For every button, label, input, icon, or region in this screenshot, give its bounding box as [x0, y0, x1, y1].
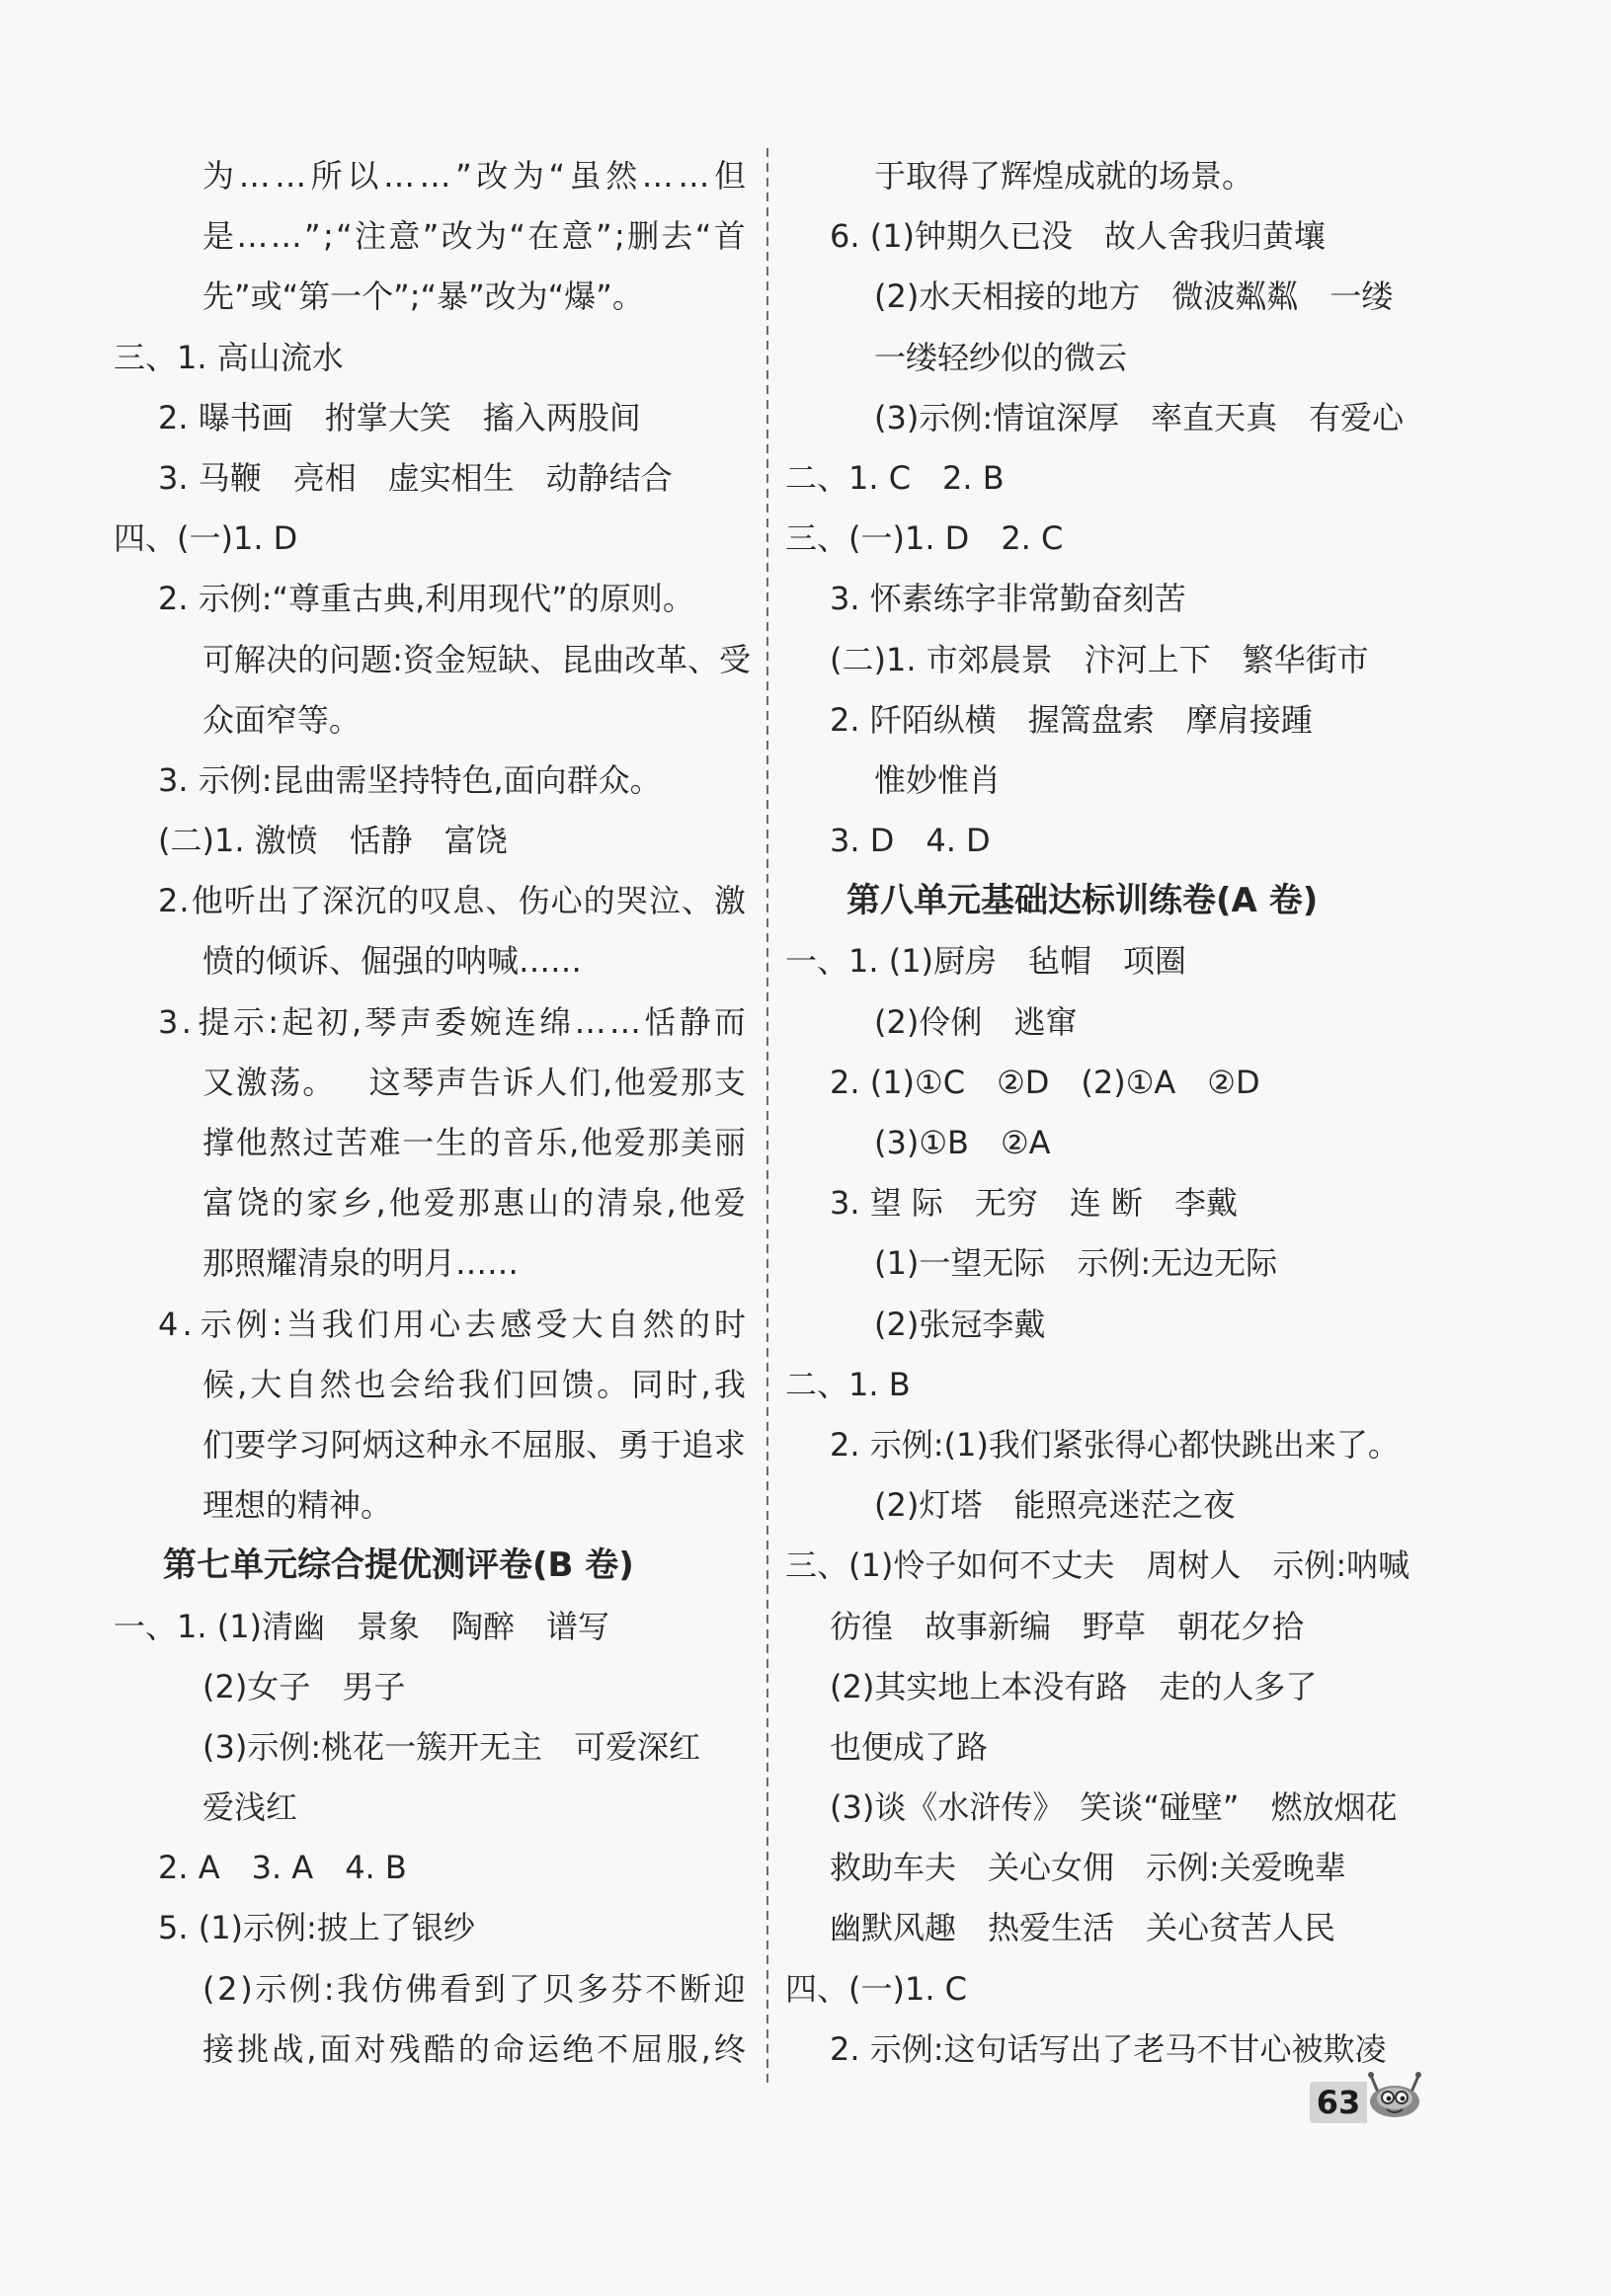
answer-line: 2. (1)①C ②D (2)①A ②D	[830, 1063, 1260, 1101]
answer-line: 四、(一)1. D	[114, 519, 298, 558]
answer-line: (2)伶俐 逃窜	[874, 1002, 1078, 1041]
answer-line: 三、(一)1. D 2. C	[785, 519, 1064, 558]
answer-line: 众面窄等。	[202, 700, 362, 739]
answer-line: 三、(1)怜子如何不丈夫 周树人 示例:呐喊	[785, 1546, 1410, 1585]
answer-line: 彷徨 故事新编 野草 朝花夕拾	[830, 1607, 1305, 1645]
answer-line: 一、1. (1)清幽 景象 陶醉 谱写	[114, 1607, 610, 1645]
answer-line: 们 要 学 习 阿 炳 这 种 永 不 屈 服 、 勇 于 追 求	[202, 1425, 746, 1464]
answer-line: (2)其实地上本没有路 走的人多了	[830, 1667, 1318, 1705]
answer-line: 于取得了辉煌成就的场景。	[874, 157, 1254, 195]
column-divider	[766, 148, 768, 2084]
answer-line: (1)一望无际 示例:无边无际	[874, 1244, 1278, 1283]
answer-line: 那照耀清泉的明月……	[202, 1244, 520, 1283]
answer-line: 3 . 提 示 : 起 初 , 琴 声 委 婉 连 绵 … … 恬 静 而	[158, 1002, 746, 1041]
answer-line: 2 . 他 听 出 了 深 沉 的 叹 息 、 伤 心 的 哭 泣 、 激	[158, 882, 746, 920]
answer-line: 3. 望 际 无穷 连 断 李戴	[830, 1184, 1239, 1223]
answer-line: 2. 示例:(1)我们紧张得心都快跳出来了。	[830, 1425, 1400, 1464]
answer-line: 理想的精神。	[202, 1486, 393, 1525]
answer-line: 幽默风趣 热爱生活 关心贫苦人民	[830, 1909, 1336, 1947]
answer-line: 惟妙惟肖	[874, 760, 1002, 799]
answer-line: 为 … … 所 以 … … ” 改 为 “ 虽 然 … … 但	[202, 157, 746, 195]
answer-line: 3. 马鞭 亮相 虚实相生 动静结合	[158, 458, 673, 497]
answer-line: 候 , 大 自 然 也 会 给 我 们 回 馈 。 同 时 , 我	[202, 1365, 746, 1403]
answer-line: 可 解 决 的 问 题 : 资 金 短 缺 、 昆 曲 改 革 、 受	[202, 640, 752, 678]
answer-line: (二)1. 市郊晨景 汴河上下 繁华街市	[830, 640, 1369, 678]
answer-line: 爱浅红	[202, 1788, 298, 1827]
answer-line: (2)灯塔 能照亮迷茫之夜	[874, 1486, 1236, 1525]
answer-line: 救助车夫 关心女佣 示例:关爱晚辈	[830, 1849, 1346, 1887]
answer-line: (2)水天相接的地方 微波粼粼 一缕	[874, 277, 1394, 316]
answer-line: (2)张冠李戴	[874, 1305, 1046, 1343]
answer-line: (3)示例:桃花一簇开无主 可爱深红	[202, 1727, 701, 1766]
answer-line: 一、1. (1)厨房 毡帽 项圈	[785, 942, 1187, 981]
answer-line: 四、(一)1. C	[785, 1969, 968, 2008]
answer-line: 6. (1)钟期久已没 故人舍我归黄壤	[830, 217, 1327, 256]
mascot-icon	[1363, 2068, 1426, 2123]
answer-line: (3)谈《水浒传》 笑谈“碰壁” 燃放烟花	[830, 1788, 1398, 1827]
answer-line: 二、1. B	[785, 1365, 911, 1403]
section-heading: 第七单元综合提优测评卷(B 卷)	[163, 1545, 634, 1586]
answer-line: 2. 曝书画 拊掌大笑 搐入两股间	[158, 398, 641, 436]
answer-line: 又 激 荡 。 这 琴 声 告 诉 人 们 , 他 爱 那 支	[202, 1063, 746, 1101]
answer-line: 富 饶 的 家 乡 , 他 爱 那 惠 山 的 清 泉 , 他 爱	[202, 1184, 746, 1223]
answer-line: 也便成了路	[830, 1727, 989, 1766]
answer-line: 3. 怀素练字非常勤奋刻苦	[830, 580, 1186, 618]
page-number: 63	[1310, 2082, 1367, 2123]
answer-line: 2. 示例:这句话写出了老马不甘心被欺凌	[830, 2029, 1387, 2068]
answer-line: 4 . 示 例 : 当 我 们 用 心 去 感 受 大 自 然 的 时	[158, 1305, 746, 1343]
answer-line: 接 挑 战 , 面 对 残 酷 的 命 运 绝 不 屈 服 , 终	[202, 2029, 746, 2068]
answer-line: 是 … … ” ; “ 注 意 ” 改 为 “ 在 意 ” ; 删 去 “ 首	[202, 217, 746, 256]
answer-line: 3. D 4. D	[830, 822, 991, 860]
answer-line: (3)①B ②A	[874, 1124, 1051, 1161]
answer-line: 2. 阡陌纵横 握篙盘索 摩肩接踵	[830, 700, 1313, 739]
answer-line: 5. (1)示例:披上了银纱	[158, 1909, 475, 1947]
answer-line: 2. 示例:“尊重古典,利用现代”的原则。	[158, 580, 694, 618]
answer-line: ( 2 ) 示 例 : 我 仿 佛 看 到 了 贝 多 芬 不 断 迎	[202, 1969, 746, 2008]
answer-line: 愤的倾诉、倔强的呐喊……	[202, 942, 583, 981]
right-column	[785, 146, 1422, 2080]
answer-line: 三、1. 高山流水	[114, 338, 344, 376]
answer-line: 先”或“第一个”;“暴”改为“爆”。	[202, 277, 644, 316]
answer-line: 二、1. C 2. B	[785, 458, 1005, 497]
left-column	[114, 146, 752, 2080]
answer-line: (二)1. 激愤 恬静 富饶	[158, 822, 508, 860]
answer-line: (2)女子 男子	[202, 1667, 406, 1705]
answer-line: 撑 他 熬 过 苦 难 一 生 的 音 乐 , 他 爱 那 美 丽	[202, 1124, 746, 1161]
answer-line: 2. A 3. A 4. B	[158, 1849, 407, 1887]
answer-line: 一缕轻纱似的微云	[874, 338, 1128, 376]
section-heading: 第八单元基础达标训练卷(A 卷)	[846, 881, 1319, 921]
answer-line: 3. 示例:昆曲需坚持特色,面向群众。	[158, 760, 662, 799]
answer-line: (3)示例:情谊深厚 率直天真 有爱心	[874, 398, 1405, 436]
